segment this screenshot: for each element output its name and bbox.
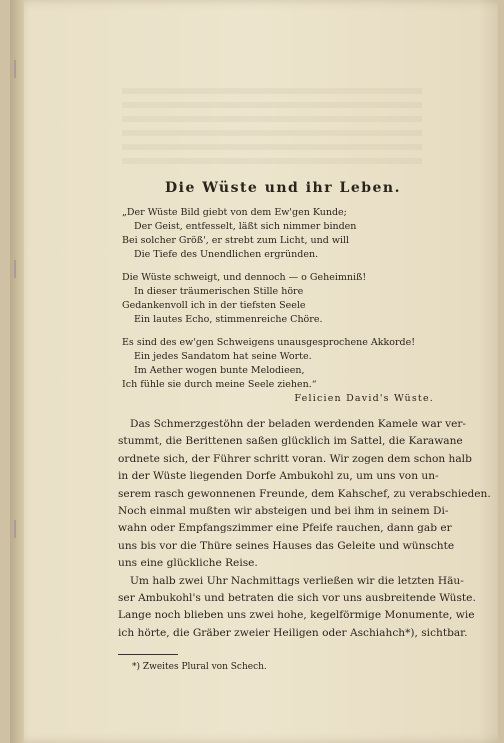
- text-line: Noch einmal mußten wir absteigen und bei ihm in seinem Di-: [118, 505, 449, 518]
- binding-gutter: [10, 0, 24, 743]
- text-line: in der Wüste liegenden Dorfe Ambukohl zu, um uns von un-: [118, 470, 439, 483]
- text-line: Das Schmerzgestöhn der beladen werdenden Kamele war ver-: [130, 418, 466, 430]
- poem-line: Der Geist, entfesselt, läßt sich nimmer binden: [134, 221, 357, 232]
- poem-line: Ein lautes Echo, stimmenreiche Chöre.: [134, 314, 323, 325]
- book-page: [10, 0, 498, 743]
- binding-stitch: [14, 60, 16, 78]
- text-line: ich hörte, die Gräber zweier Heiligen oder Aschiahch*), sichtbar.: [118, 626, 468, 639]
- poem-line: „Der Wüste Bild giebt von dem Ew'gen Kunde;: [122, 207, 347, 218]
- poem-attribution: Felicien David's Wüste.: [294, 393, 434, 404]
- poem-line: Bei solcher Größ', er strebt zum Licht, und will: [122, 235, 350, 246]
- poem-stanza: [122, 271, 448, 327]
- text-line: stummt, die Berittenen saßen glücklich im Sattel, die Karawane: [118, 435, 463, 448]
- text-line: ser Ambukohl's und betraten die sich vor uns ausbreitende Wüste.: [118, 592, 476, 605]
- poem-stanza: [122, 206, 448, 262]
- poem-line: Im Aether wogen bunte Melodieen,: [134, 365, 305, 376]
- poem-line: Die Tiefe des Unendlichen ergründen.: [134, 249, 319, 260]
- text-line: ordnete sich, der Führer schritt voran. Wir zogen dem schon halb: [118, 452, 472, 465]
- poem-line: Die Wüste schweigt, und dennoch — o Geheimniß!: [122, 272, 367, 283]
- poem-line: Ich fühle sie durch meine Seele ziehen.“: [122, 379, 317, 390]
- poem-line: In dieser träumerischen Stille höre: [134, 286, 304, 297]
- poem-line: Gedankenvoll ich in der tiefsten Seele: [122, 300, 306, 311]
- binding-stitch: [14, 520, 16, 538]
- text-line: Um halb zwei Uhr Nachmittags verließen wir die letzten Häu-: [130, 574, 464, 587]
- text-line: serem rasch gewonnenen Freunde, dem Kahschef, zu verabschieden.: [118, 487, 491, 500]
- body-text: [118, 416, 491, 642]
- footnote: *) Zweites Plural von Schech.: [132, 662, 267, 673]
- bleed-through: [122, 88, 422, 168]
- text-line: uns bis vor die Thüre seines Hauses das Geleite und wünschte: [118, 539, 455, 552]
- poem-stanza: [122, 336, 448, 392]
- binding-stitch: [14, 260, 16, 278]
- chapter-title: Die Wüste und ihr Leben.: [165, 180, 401, 196]
- text-line: Lange noch blieben uns zwei hohe, kegelförmige Monumente, wie: [118, 609, 475, 622]
- poem-line: Ein jedes Sandatom hat seine Worte.: [134, 351, 312, 362]
- footnote-rule: [118, 654, 178, 655]
- text-line: wahn oder Empfangszimmer eine Pfeife rauchen, dann gab er: [118, 522, 452, 535]
- text-line: uns eine glückliche Reise.: [118, 557, 258, 570]
- page-content: [118, 180, 491, 673]
- poem-line: Es sind des ew'gen Schweigens unausgesprochene Akkorde!: [122, 337, 416, 348]
